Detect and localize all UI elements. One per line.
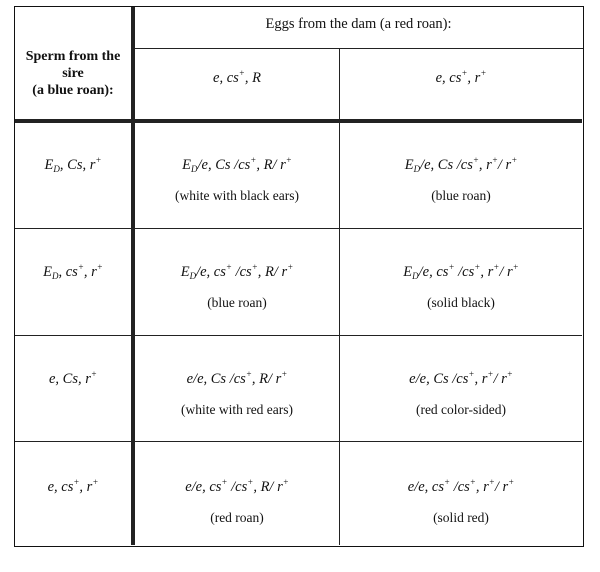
egg-genotype: e, cs+, r+ [435,68,487,86]
offspring-phenotype: (blue roan) [207,295,267,310]
offspring-cell-2-2 [340,264,582,311]
sperm-genotype: $E_D$, Cs, r+ [44,155,102,174]
header-divider [15,119,582,123]
sire-header [15,48,131,99]
sperm-row-1 [15,157,131,174]
sperm-genotype: e, cs+, r+ [47,477,99,495]
sire-header-line-1: Sperm from the [25,49,121,64]
sire-header-line-3: (a blue roan): [32,83,114,98]
offspring-genotype: e/e, cs+ /cs+, r+/ r+ [407,477,515,495]
sperm-row-3 [15,371,131,388]
sperm-genotype: e, Cs, r+ [49,369,97,387]
offspring-cell-4-2 [340,479,582,526]
offspring-genotype: $E_D/e$, cs+ /cs+, R/ r+ [180,262,294,281]
offspring-genotype: e/e, Cs /cs+, r+/ r+ [409,369,513,387]
offspring-phenotype: (red color-sided) [415,402,507,417]
offspring-phenotype: (white with red ears) [180,402,294,417]
sire-header-line-2: sire [62,66,84,81]
row-divider-1 [15,228,582,229]
offspring-genotype: e/e, Cs /cs+, R/ r+ [186,369,288,387]
offspring-cell-2-1 [135,264,339,311]
egg-genotype: e, cs+, R [213,68,261,86]
sperm-row-2 [15,264,131,281]
offspring-cell-1-2 [340,157,582,204]
offspring-cell-3-2 [340,371,582,418]
egg-column-2 [340,70,582,87]
offspring-phenotype: (solid black) [427,295,495,310]
offspring-genotype: $E_D/e$, Cs /cs+, R/ r+ [182,155,292,174]
offspring-phenotype: (solid red) [433,510,489,525]
egg-column-1 [135,70,339,87]
offspring-genotype: $E_D/e$, cs+ /cs+, r+/ r+ [403,262,519,281]
punnett-table [14,6,584,547]
sperm-row-4 [15,479,131,496]
sperm-genotype: $E_D$, cs+, r+ [43,262,103,281]
offspring-cell-4-1 [135,479,339,526]
row-divider-3 [15,441,582,442]
dam-title-divider [133,48,583,49]
offspring-genotype: $E_D/e$, Cs /cs+, r+/ r+ [404,155,518,174]
row-divider-2 [15,335,582,336]
offspring-genotype: e/e, cs+ /cs+, R/ r+ [185,477,289,495]
offspring-cell-1-1 [135,157,339,204]
offspring-phenotype: (red roan) [210,510,264,525]
dam-header: Eggs from the dam (a red roan): [265,16,452,32]
offspring-phenotype: (blue roan) [431,188,491,203]
offspring-cell-3-1 [135,371,339,418]
offspring-phenotype: (white with black ears) [174,188,300,203]
